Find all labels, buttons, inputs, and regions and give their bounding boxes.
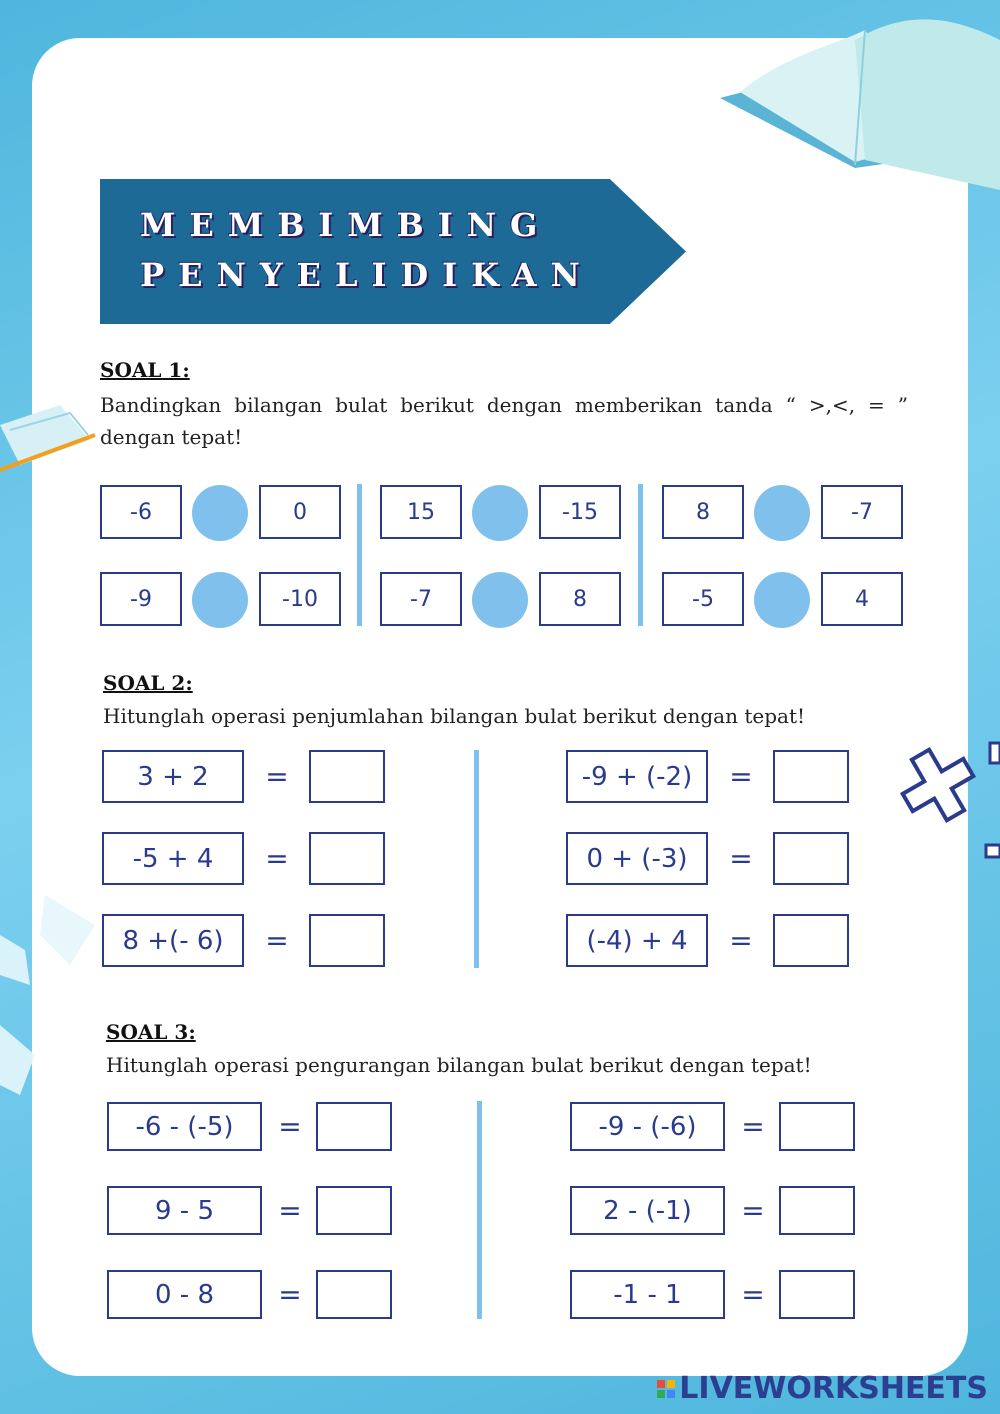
page-title-line2: PENYELIDIKAN	[140, 256, 594, 294]
answer-input-box[interactable]	[773, 914, 849, 967]
soal2-title: SOAL 2:	[103, 671, 193, 695]
soal1-instruction: Bandingkan bilangan bulat berikut dengan memberikan tanda “ >,<, = ” dengan tepat!	[100, 393, 908, 449]
comparison-answer-circle[interactable]	[192, 485, 248, 541]
equals-sign: =	[278, 1109, 302, 1143]
equals-sign: =	[265, 841, 289, 875]
number-box: 8	[662, 485, 744, 539]
comparison-answer-circle[interactable]	[472, 485, 528, 541]
answer-input-box[interactable]	[316, 1102, 392, 1151]
number-box: 4	[821, 572, 903, 626]
answer-input-box[interactable]	[779, 1186, 855, 1235]
answer-input-box[interactable]	[773, 750, 849, 803]
expression-box: -9 + (-2)	[566, 750, 708, 803]
comparison-answer-circle[interactable]	[472, 572, 528, 628]
expression-box: -6 - (-5)	[107, 1102, 262, 1151]
comparison-answer-circle[interactable]	[754, 572, 810, 628]
page-title-line1: MEMBIMBING	[140, 206, 552, 244]
number-box: 8	[539, 572, 621, 626]
equals-sign: =	[729, 923, 753, 957]
answer-input-box[interactable]	[316, 1270, 392, 1319]
divider-line	[474, 750, 479, 968]
equals-sign: =	[265, 923, 289, 957]
expression-box: -5 + 4	[102, 832, 244, 885]
expression-box: 0 - 8	[107, 1270, 262, 1319]
answer-input-box[interactable]	[309, 832, 385, 885]
number-box: -7	[821, 485, 903, 539]
equals-sign: =	[741, 1109, 765, 1143]
equals-sign: =	[278, 1277, 302, 1311]
brand-name: LIVEWORKSHEETS	[679, 1371, 988, 1406]
comparison-answer-circle[interactable]	[192, 572, 248, 628]
expression-box: 2 - (-1)	[570, 1186, 725, 1235]
divider-line	[638, 484, 643, 626]
liveworksheets-logo	[657, 1371, 988, 1406]
number-box: -10	[259, 572, 341, 626]
answer-input-box[interactable]	[773, 832, 849, 885]
answer-input-box[interactable]	[779, 1270, 855, 1319]
expression-box: 0 + (-3)	[566, 832, 708, 885]
equals-sign: =	[741, 1193, 765, 1227]
number-box: 0	[259, 485, 341, 539]
soal1-title: SOAL 1:	[100, 358, 190, 382]
expression-box: (-4) + 4	[566, 914, 708, 967]
soal3-instruction: Hitunglah operasi pengurangan bilangan bulat berikut dengan tepat!	[106, 1053, 812, 1077]
number-box: 15	[380, 485, 462, 539]
number-box: -9	[100, 572, 182, 626]
expression-box: -9 - (-6)	[570, 1102, 725, 1151]
comparison-answer-circle[interactable]	[754, 485, 810, 541]
expression-box: -1 - 1	[570, 1270, 725, 1319]
expression-box: 8 +(- 6)	[102, 914, 244, 967]
answer-input-box[interactable]	[316, 1186, 392, 1235]
equals-sign: =	[741, 1277, 765, 1311]
title-banner	[100, 179, 686, 324]
soal2-instruction: Hitunglah operasi penjumlahan bilangan bulat berikut dengan tepat!	[103, 704, 806, 728]
expression-box: 9 - 5	[107, 1186, 262, 1235]
equals-sign: =	[729, 759, 753, 793]
liveworksheets-logo-icon	[657, 1380, 675, 1398]
answer-input-box[interactable]	[309, 914, 385, 967]
answer-input-box[interactable]	[779, 1102, 855, 1151]
soal3-title: SOAL 3:	[106, 1020, 196, 1044]
expression-box: 3 + 2	[102, 750, 244, 803]
open-book-icon	[715, 0, 1000, 230]
paper-sheet-icon	[0, 895, 110, 1095]
number-box: -15	[539, 485, 621, 539]
number-box: -7	[380, 572, 462, 626]
equals-sign: =	[265, 759, 289, 793]
plus-symbol-icon	[898, 735, 1000, 865]
answer-input-box[interactable]	[309, 750, 385, 803]
number-box: -6	[100, 485, 182, 539]
equals-sign: =	[278, 1193, 302, 1227]
number-box: -5	[662, 572, 744, 626]
equals-sign: =	[729, 841, 753, 875]
flying-book-icon	[0, 385, 110, 495]
divider-line	[357, 484, 362, 626]
divider-line	[477, 1101, 482, 1319]
